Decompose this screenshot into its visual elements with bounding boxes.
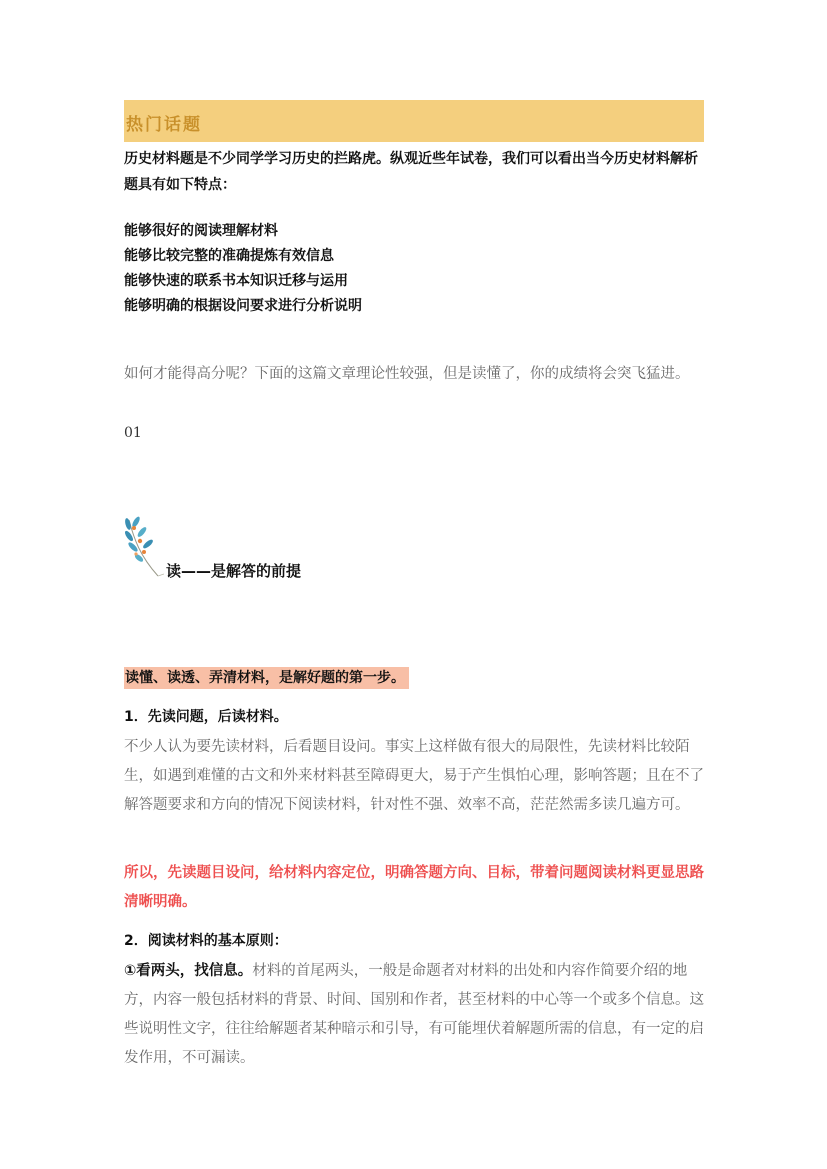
intro-paragraph: 历史材料题是不少同学学习历史的拦路虎。纵观近些年试卷，我们可以看出当今历史材料解析题具有如下特点： — [124, 151, 698, 193]
subsection-paragraph: 不少人认为要先读材料，后看题目设问。事实上这样做有很大的局限性，先读材料比较陌生，如遇到难懂的古文和外来材料甚至障碍更大，易于产生惧怕心理，影响答题；且在不了解答题要求和方向的情况下阅读材料，针对性不强、效率不高，茫茫然需多读几遍方可。 — [124, 739, 704, 813]
principle-text: 材料的首尾两头，一般是命题者对材料的出处和内容作简要介绍的地方，内容一般包括材料的背景、时间、国别和作者，甚至材料的中心等一个或多个信息。这些说明性文字，往往给解题者某种暗示和引导，有可能埋伏着解题所需的信息，有一定的启发作用，不可漏读。 — [124, 963, 704, 1066]
feature-item: 能够明确的根据设问要求进行分析说明 — [124, 298, 362, 314]
hot-topic-banner — [124, 100, 704, 142]
leaf-branch-icon — [124, 514, 164, 580]
subsection-title: 1．先读问题，后读材料。 — [124, 709, 288, 725]
feature-list — [124, 219, 704, 319]
principle-lead: ①看两头，找信息。 — [124, 963, 253, 979]
feature-item: 能够比较完整的准确提炼有效信息 — [124, 248, 334, 264]
section-heading: 读——是解答的前提 — [166, 562, 302, 580]
emphasis-paragraph: 所以，先读题目设问，给材料内容定位，明确答题方向、目标，带着问题阅读材料更显思路清晰明确。 — [124, 865, 704, 910]
hot-topic-title: 热门话题 — [126, 115, 202, 135]
principle-paragraph — [124, 957, 704, 1073]
feature-item: 能够很好的阅读理解材料 — [124, 223, 278, 239]
subsection-title: 2．阅读材料的基本原则： — [124, 933, 288, 949]
section-number: 01 — [124, 425, 142, 441]
highlight-sentence: 读懂、读透、弄清材料，是解好题的第一步。 — [124, 667, 409, 689]
feature-item: 能够快速的联系书本知识迁移与运用 — [124, 273, 348, 289]
question-paragraph: 如何才能得高分呢？下面的这篇文章理论性较强，但是读懂了，你的成绩将会突飞猛进。 — [124, 366, 690, 382]
